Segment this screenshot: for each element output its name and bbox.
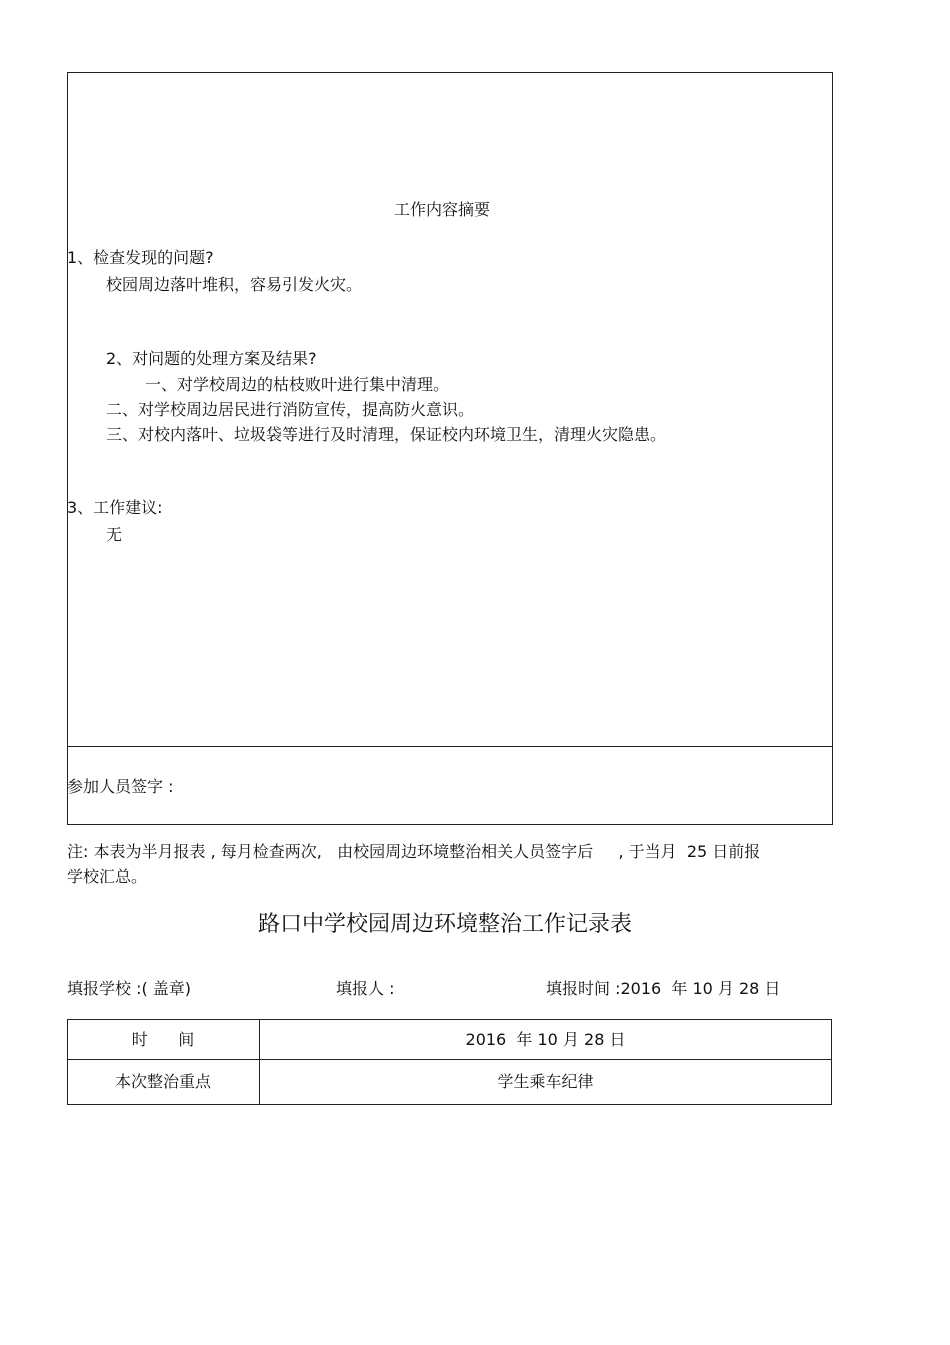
report-time-label: 填报时间 :2016 年 10 月 28 日 (546, 979, 781, 998)
question-3: 3、工作建议: (67, 498, 163, 517)
table-row-label: 本次整治重点 (114, 1072, 211, 1091)
table-row-label: 时 间 (131, 1030, 195, 1049)
question-2-item: 二、对学校周边居民进行消防宣传，提高防火意识。 (106, 400, 475, 419)
note-line-1: 注: 本表为半月报表 , 每月检查两次, 由校园周边环境整治相关人员签字后 , 于当月 25 日前报 (67, 842, 761, 861)
summary-heading: 工作内容摘要 (394, 200, 491, 219)
question-1: 1、检查发现的问题? (67, 248, 214, 267)
school-label: 填报学校 :( 盖章) (67, 979, 192, 998)
note-line-2: 学校汇总。 (67, 867, 148, 886)
reporter-label: 填报人 : (336, 979, 395, 998)
question-2-item: 一、对学校周边的枯枝败叶进行集中清理。 (145, 375, 450, 394)
signature-label: 参加人员签字 : (67, 777, 174, 796)
page-title: 路口中学校园周边环境整治工作记录表 (258, 912, 633, 937)
record-table-1 (67, 72, 833, 825)
table-row-divider (67, 1059, 832, 1060)
question-1-answer: 校园周边落叶堆积，容易引发火灾。 (106, 275, 363, 294)
table-row-value: 学生乘车纪律 (497, 1072, 594, 1091)
question-2-item: 三、对校内落叶、垃圾袋等进行及时清理，保证校内环境卫生，清理火灾隐患。 (106, 425, 667, 444)
question-3-answer: 无 (106, 525, 123, 544)
question-2: 2、对问题的处理方案及结果? (106, 349, 317, 368)
table-row-value: 2016 年 10 月 28 日 (465, 1030, 626, 1049)
table-divider (67, 746, 833, 747)
